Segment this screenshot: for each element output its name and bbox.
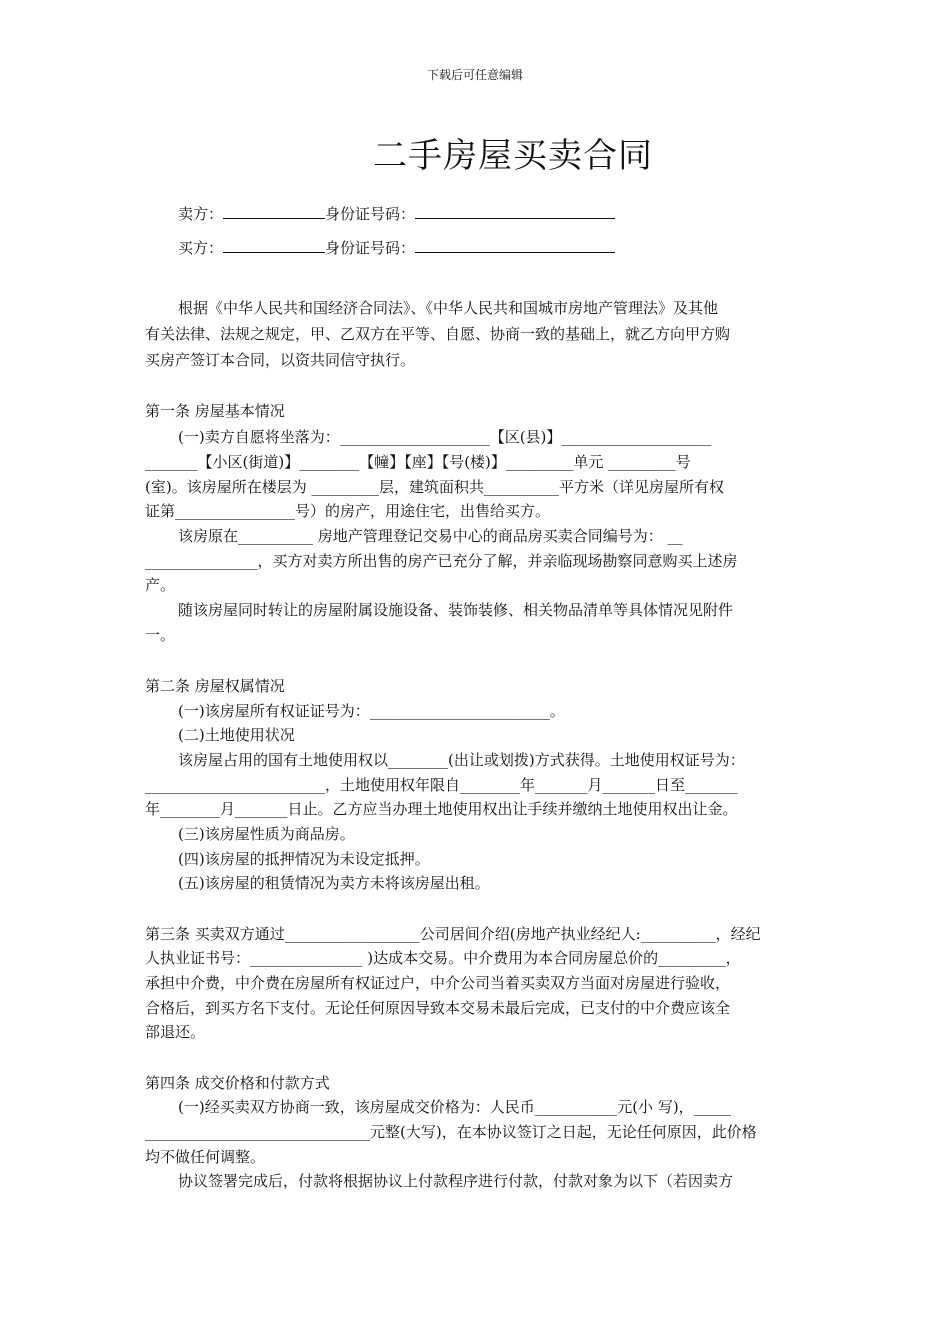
article-2-line-3: 该房屋占用的国有土地使用权以________(出让或划拨)方式获得。土地使用权证号为： <box>178 751 745 769</box>
article-2-line-7: (四)该房屋的抵押情况为未设定抵押。 <box>178 850 430 868</box>
article-1-line-6: _______________，买方对卖方所出售的房产已充分了解，并亲临现场勘察同意购买上述房 <box>145 552 738 570</box>
buyer-label: 买方： <box>178 239 224 257</box>
article-2-line-4: ________________________，土地使用权年限自________年_______月_______日至_______ <box>145 776 738 794</box>
seller-label: 卖方： <box>178 205 224 223</box>
article-1-line-5: 该房原在__________ 房地产管理登记交易中心的商品房买卖合同编号为： __ <box>178 527 683 545</box>
article-1-line-1: (一)卖方自愿将坐落为：____________________【区(县)】____________________ <box>178 428 712 446</box>
article-3-line-4: 合格后，到买方名下支付。无论任何原因导致本交易未最后完成，已支付的中介费应该全 <box>145 999 731 1017</box>
preamble-line-2: 有关法律、法规之规定，甲、乙双方在平等、自愿、协商一致的基础上，就乙方向甲方购 <box>145 325 731 343</box>
article-3-line-2: 人执业证书号：_______________ )达成本交易。中介费用为本合同房屋总价的_________， <box>145 949 741 967</box>
article-1-line-7: 产。 <box>145 576 176 594</box>
buyer-id-label: 身份证号码： <box>325 239 416 257</box>
buyer-id-blank <box>415 238 615 253</box>
buyer-name-blank <box>223 238 325 253</box>
article-1-line-2: _______【小区(街道)】________【幢】【座】【号(楼)】_________单元 _________号 <box>145 453 691 471</box>
preamble-line-1: 根据《中华人民共和国经济合同法》、《中华人民共和国城市房地产管理法》及其他 <box>178 299 719 317</box>
seller-id-blank <box>415 204 615 219</box>
article-3-line-1: 第三条 买卖双方通过__________________公司居间介绍(房地产执业经纪人:__________，经纪 <box>145 925 761 943</box>
article-2-heading: 第二条 房屋权属情况 <box>145 677 285 695</box>
document-title: 二手房屋买卖合同 <box>373 136 653 176</box>
article-1-heading: 第一条 房屋基本情况 <box>145 402 285 420</box>
seller-name-blank <box>223 204 325 219</box>
article-1-line-9: 一。 <box>145 626 176 644</box>
article-4-heading: 第四条 成交价格和付款方式 <box>145 1074 330 1092</box>
article-3-line-3: 承担中介费，中介费在房屋所有权证过户，中介公司当着买卖双方当面对房屋进行验收， <box>145 974 731 992</box>
article-2-line-2: (二)土地使用状况 <box>178 726 295 744</box>
article-1-line-4: 证第________________号）的房产，用途住宅，出售给买方。 <box>145 502 551 520</box>
article-3-line-5: 部退还。 <box>145 1023 206 1041</box>
article-2-line-1: (一)该房屋所有权证证号为：________________________。 <box>178 702 565 720</box>
article-4-line-3: 均不做任何调整。 <box>145 1148 266 1166</box>
article-4-line-2: ______________________________元整(大写)，在本协议签订之日起，无论任何原因，此价格 <box>145 1123 757 1141</box>
buyer-row <box>178 237 615 258</box>
preamble-line-3: 买房产签订本合同，以资共同信守执行。 <box>145 351 416 369</box>
article-2-line-6: (三)该房屋性质为商品房。 <box>178 825 355 843</box>
article-1-line-3: (室)。该房屋所在楼层为 _________层，建筑面积共__________平方米（详见房屋所有权 <box>145 478 724 496</box>
article-4-line-1: (一)经买卖双方协商一致，该房屋成交价格为：人民币___________元(小 写)，_____ <box>178 1098 732 1116</box>
article-4-line-4: 协议签署完成后，付款将根据协议上付款程序进行付款，付款对象为以下（若因卖方 <box>178 1172 734 1190</box>
article-1-line-8: 随该房屋同时转让的房屋附属设施设备、装饰装修、相关物品清单等具体情况见附件 <box>178 601 734 619</box>
header-note: 下载后可任意编辑 <box>426 68 523 82</box>
article-2-line-5: 年________月_______日止。乙方应当办理土地使用权出让手续并缴纳土地使用权出让金。 <box>145 800 738 818</box>
article-2-line-8: (五)该房屋的租赁情况为卖方未将该房屋出租。 <box>178 874 490 892</box>
seller-row <box>178 203 615 224</box>
seller-id-label: 身份证号码： <box>325 205 416 223</box>
